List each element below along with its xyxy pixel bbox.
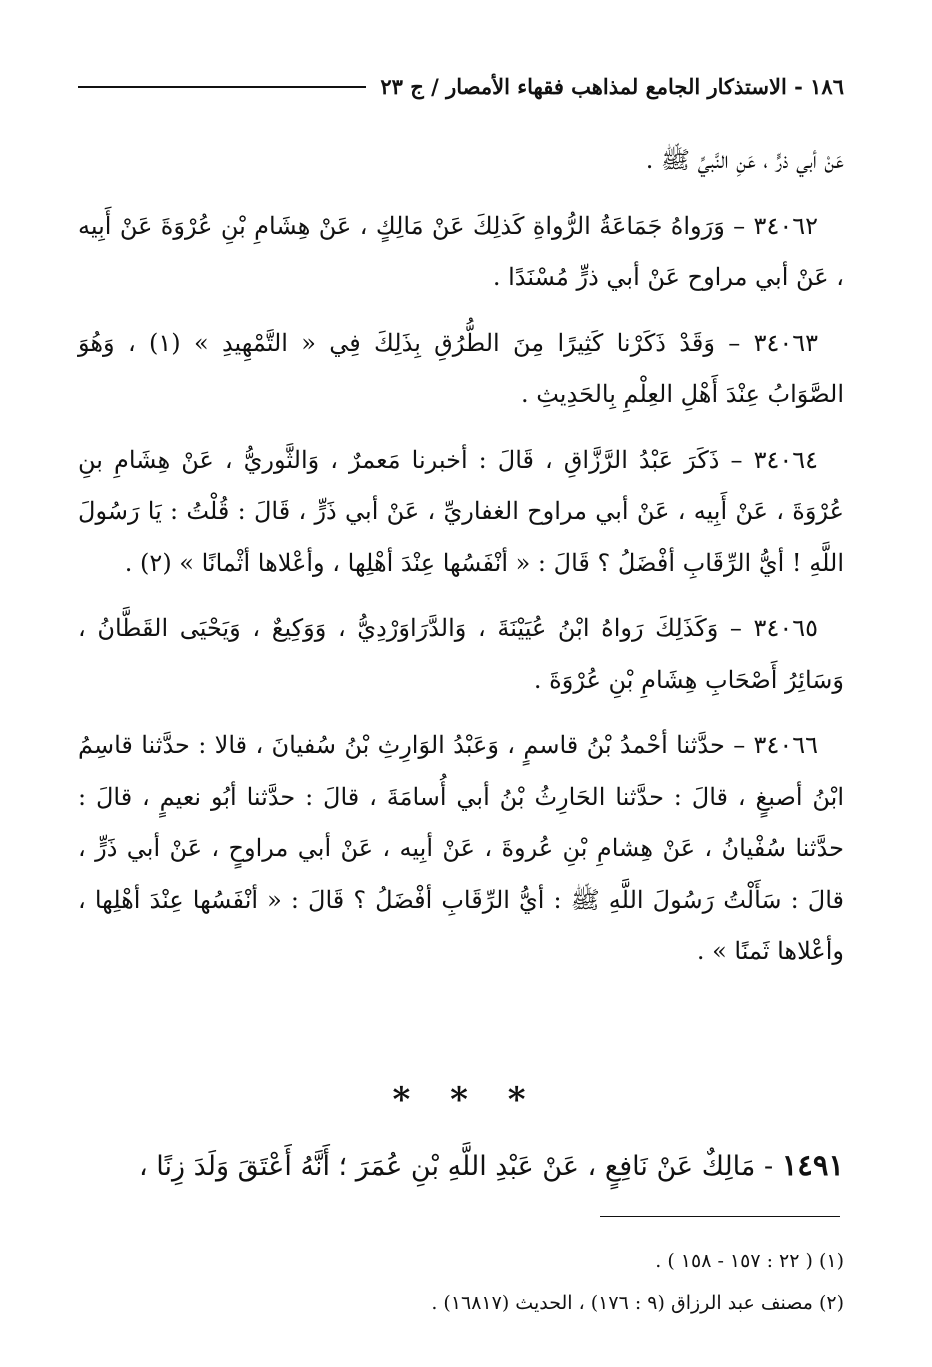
paragraph-text: وَكَذَلِكَ رَواهُ ابْنُ عُيَيْنَةَ ، وَالدَّرَاوَرْدِيُّ ، وَوَكِيعٌ ، وَيَحْيَى القَطَّانُ ، وَسَائِرُ أَصْحَابِ هِشَامِ بْنِ عُرْوَةَ . (78, 614, 844, 694)
main-text (78, 135, 844, 992)
paragraph-number: ٣٤٠٦٢ (753, 211, 818, 240)
paragraph-continuation (78, 135, 844, 187)
hadith-1491 (78, 1135, 844, 1197)
paragraph-text: وَقَدْ ذَكَرْنا كَثِيرًا مِنَ الطُّرُقِ بِذَلِكَ فِي « التَّمْهِيدِ » (١) ، وَهُوَ الصَّوَابُ عِنْدَ أَهْلِ العِلْمِ بِالحَدِيثِ . (78, 328, 844, 408)
header-rule (78, 86, 366, 88)
footnote-text: مصنف عبد الرزاق (٩ : ١٧٦) ، الحديث (١٦٨١٧) . (431, 1292, 813, 1314)
paragraph-number: ٣٤٠٦٦ (753, 731, 818, 759)
footnote-2 (78, 1282, 844, 1324)
paragraph-34066: ٣٤٠٦٦ – حدَّثنا أحْمدُ بْنُ قاسمٍ ، وَعَبْدُ الوَارِثِ بْنُ سُفيانَ ، قالا : حدَّثنا قاسِمُ ابْنُ أصبغٍ ، قالَ : حدَّثنا الحَارِثُ بْنُ أبي أُسامَةَ ، قالَ : حدَّثنا أبُو نعيمٍ ، قالَ : حدَّثنا سُفْيانُ ، عَنْ هِشامِ بْنِ عُروةَ ، عَنْ أبِيه ، عَنْ أبي مراوحٍ ، عَنْ أبي ذَرٍّ ، قالَ : سَأَلْتُ رَسُولَ اللَّهِ ﷺ : أيُّ الرِّقَابِ أفْضَلُ ؟ قَالَ : « أنْفَسُها عِنْدَ أهْلِها ، وأعْلاها ثَمنًا » . (78, 731, 844, 965)
book-title: الاستذكار الجامع لمذاهب فقهاء الأمصار / ج ٢٣ (380, 73, 787, 99)
footnotes (78, 1240, 844, 1324)
paragraph-34064: ٣٤٠٦٤ – ذَكَرَ عَبْدُ الرَّزَّاقِ ، قَالَ : أخبرنا مَعمرٌ ، وَالثَّوريُّ ، عَنْ هِشَامِ بنِ عُرْوَةَ ، عَنْ أَبِيه ، عَنْ أبي مراوح الغفاريِّ ، عَنْ أبي ذَرٍّ ، قَالَ : قُلْتُ : يَا رَسُولَ اللَّهِ ! أيُّ الرِّقَابِ أفْضَلُ ؟ قَالَ : « أنْفَسُها عِنْدَ أهْلِها ، وأعْلاها أثْمانًا » (٢) . (78, 445, 844, 577)
paragraph-number: ٣٤٠٦٤ (753, 445, 819, 474)
paragraph-number: ٣٤٠٦٥ (753, 614, 818, 642)
section-separator-stars: * * * (392, 1080, 540, 1120)
header-text (366, 74, 844, 99)
paragraph-text: عَنْ أبي ذرٍّ ، عَنِ النَّبيِّ ﷺ . (645, 146, 844, 174)
footnote-rule (600, 1216, 840, 1217)
header-separator: - (794, 73, 803, 99)
paragraph-text: ذَكَرَ عَبْدُ الرَّزَّاقِ ، قَالَ : أخبرنا مَعمرٌ ، وَالثَّوريُّ ، عَنْ هِشَامِ بنِ عُرْوَةَ ، عَنْ أَبِيه ، عَنْ أبي مراوح الغفاريِّ ، عَنْ أبي ذَرٍّ ، قَالَ : قُلْتُ : يَا رَسُولَ اللَّهِ ! أيُّ الرِّقَابِ أفْضَلُ ؟ قَالَ : « أنْفَسُها عِنْدَ أهْلِها ، وأعْلاها أثْمانًا » (٢) . (78, 445, 844, 577)
hadith-dash: - (763, 1151, 774, 1182)
paragraph-number: ٣٤٠٦٣ (753, 328, 819, 357)
paragraph-34062: ٣٤٠٦٢ – وَرَواهُ جَمَاعَةُ الرُّواةِ كَذلِكَ عَنْ مَالِكٍ ، عَنْ هِشَامِ بْنِ عُرْوَةَ عَنْ أَبِيه ، عَنْ أبي مراوح عَنْ أبي ذرٍّ مُسْنَدًا . (78, 211, 844, 291)
paragraph-34065: ٣٤٠٦٥ – وَكَذَلِكَ رَواهُ ابْنُ عُيَيْنَةَ ، وَالدَّرَاوَرْدِيُّ ، وَوَكِيعٌ ، وَيَحْيَى القَطَّانُ ، وَسَائِرُ أَصْحَابِ هِشَامِ بْنِ عُرْوَةَ . (78, 614, 844, 694)
paragraph-text: حدَّثنا أحْمدُ بْنُ قاسمٍ ، وَعَبْدُ الوَارِثِ بْنُ سُفيانَ ، قالا : حدَّثنا قاسِمُ ابْنُ أصبغٍ ، قالَ : حدَّثنا الحَارِثُ بْنُ أبي أُسامَةَ ، قالَ : حدَّثنا أبُو نعيمٍ ، قالَ : حدَّثنا سُفْيانُ ، عَنْ هِشامِ بْنِ عُروةَ ، عَنْ أبِيه ، عَنْ أبي مراوحٍ ، عَنْ أبي ذَرٍّ ، قالَ : سَأَلْتُ رَسُولَ اللَّهِ ﷺ : أيُّ الرِّقَابِ أفْضَلُ ؟ قَالَ : « أنْفَسُها عِنْدَ أهْلِها ، وأعْلاها ثَمنًا » . (78, 731, 844, 965)
page-number: ١٨٦ (810, 73, 844, 99)
footnote-1 (78, 1240, 844, 1282)
paragraph-34063: ٣٤٠٦٣ – وَقَدْ ذَكَرْنا كَثِيرًا مِنَ الطُّرُقِ بِذَلِكَ فِي « التَّمْهِيدِ » (١) ، وَهُوَ الصَّوَابُ عِنْدَ أَهْلِ العِلْمِ بِالحَدِيثِ . (78, 328, 844, 408)
hadith-text: مَالِكٌ عَنْ نَافِعٍ ، عَنْ عَبْدِ اللَّهِ بْنِ عُمَرَ ؛ أَنَّهُ أَعْتَقَ وَلَدَ زِنًا ، (138, 1151, 756, 1182)
paragraph-text: وَرَواهُ جَمَاعَةُ الرُّواةِ كَذلِكَ عَنْ مَالِكٍ ، عَنْ هِشَامِ بْنِ عُرْوَةَ عَنْ أَبِيه ، عَنْ أبي مراوح عَنْ أبي ذرٍّ مُسْنَدًا . (78, 211, 844, 291)
footnote-text: ( ٢٢ : ١٥٧ - ١٥٨ ) . (655, 1250, 813, 1272)
footnote-marker: (١) (818, 1250, 844, 1272)
running-header (78, 66, 844, 106)
footnote-marker: (٢) (818, 1292, 844, 1314)
hadith-number: ١٤٩١ (781, 1148, 844, 1182)
